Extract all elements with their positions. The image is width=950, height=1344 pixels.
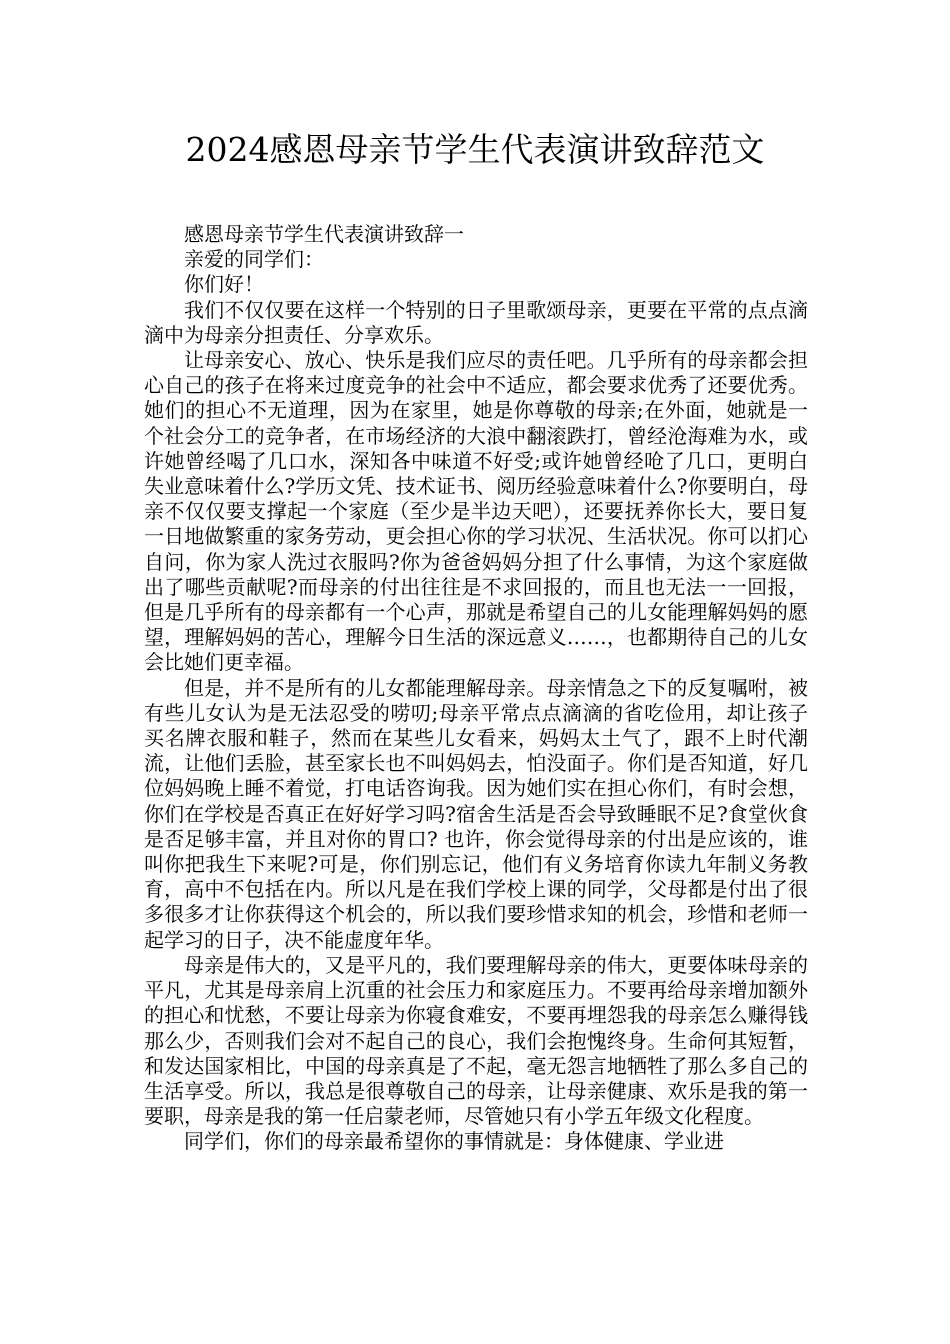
section-heading: 感恩母亲节学生代表演讲致辞一 (184, 222, 464, 246)
body-paragraph: 但是，并不是所有的儿女都能理解母亲。母亲情急之下的反复嘱咐，被有些儿女认为是无法忍受的唠叨;母亲平常点点滴滴的省吃俭用，却让孩子买名牌衣服和鞋子，然而在某些儿女看来，妈妈太土气了，跟不上时代潮流，让他们丢脸，甚至家长也不叫妈妈去，怕没面子。你们是否知道，好几位妈妈晚上睡不着觉，打电话咨询我。因为她们实在担心你们，有时会想，你们在学校是否真正在好好学习吗?宿舍生活是否会导致睡眠不足?食堂伙食是否足够丰富，并且对你的胃口? 也许，你会觉得母亲的付出是应该的，谁叫你把我生下来呢?可是，你们别忘记，他们有义务培育你读九年制义务教育，高中不包括在内。所以凡是在我们学校上课的同学，父母都是付出了很多很多才让你获得这个机会的，所以我们要珍惜求知的机会，珍惜和老师一起学习的日子，决不能虚度年华。 (144, 675, 808, 952)
body-paragraph: 我们不仅仅要在这样一个特别的日子里歌颂母亲，更要在平常的点点滴滴中为母亲分担责任、分享欢乐。 (144, 297, 808, 347)
salutation: 亲爱的同学们： (184, 247, 324, 272)
document-title: 2024感恩母亲节学生代表演讲致辞范文 (185, 130, 765, 169)
greeting: 你们好！ (184, 272, 264, 297)
body-paragraph: 让母亲安心、放心、快乐是我们应尽的责任吧。几乎所有的母亲都会担心自己的孩子在将来过度竞争的社会中不适应，都会要求优秀了还要优秀。她们的担心不无道理，因为在家里，她是你尊敬的母亲;在外面，她就是一个社会分工的竞争者，在市场经济的大浪中翻滚跌打，曾经沧海难为水，或许她曾经喝了几口水，深知各中味道不好受;或许她曾经呛了几口，更明白失业意味着什么?学历文凭、技术证书、阅历经验意味着什么?你要明白，母亲不仅仅要支撑起一个家庭（至少是半边天吧），还要抚养你长大，要日复一日地做繁重的家务劳动，更会担心你的学习状况、生活状况。你可以扪心自问，你为家人洗过衣服吗?你为爸爸妈妈分担了什么事情，为这个家庭做出了哪些贡献呢?而母亲的付出往往是不求回报的，而且也无法一一回报，但是几乎所有的母亲都有一个心声，那就是希望自己的儿女能理解妈妈的愿望，理解妈妈的苦心，理解今日生活的深远意义……，也都期待自己的儿女会比她们更幸福。 (144, 348, 808, 675)
body-paragraph: 母亲是伟大的，又是平凡的，我们要理解母亲的伟大，更要体味母亲的平凡，尤其是母亲肩上沉重的社会压力和家庭压力。不要再给母亲增加额外的担心和忧愁，不要让母亲为你寝食难安，不要再埋怨我的母亲怎么赚得钱那么少，否则我们会对不起自己的良心，我们会抱愧终身。生命何其短暂，和发达国家相比，中国的母亲真是了不起，毫无怨言地牺牲了那么多自己的生活享受。所以，我总是很尊敬自己的母亲，让母亲健康、欢乐是我的第一要职，母亲是我的第一任启蒙老师，尽管她只有小学五年级文化程度。 (144, 952, 808, 1129)
body-paragraph: 同学们，你们的母亲最希望你的事情就是：身体健康、学业进 (184, 1129, 724, 1154)
document-body (144, 222, 808, 1155)
